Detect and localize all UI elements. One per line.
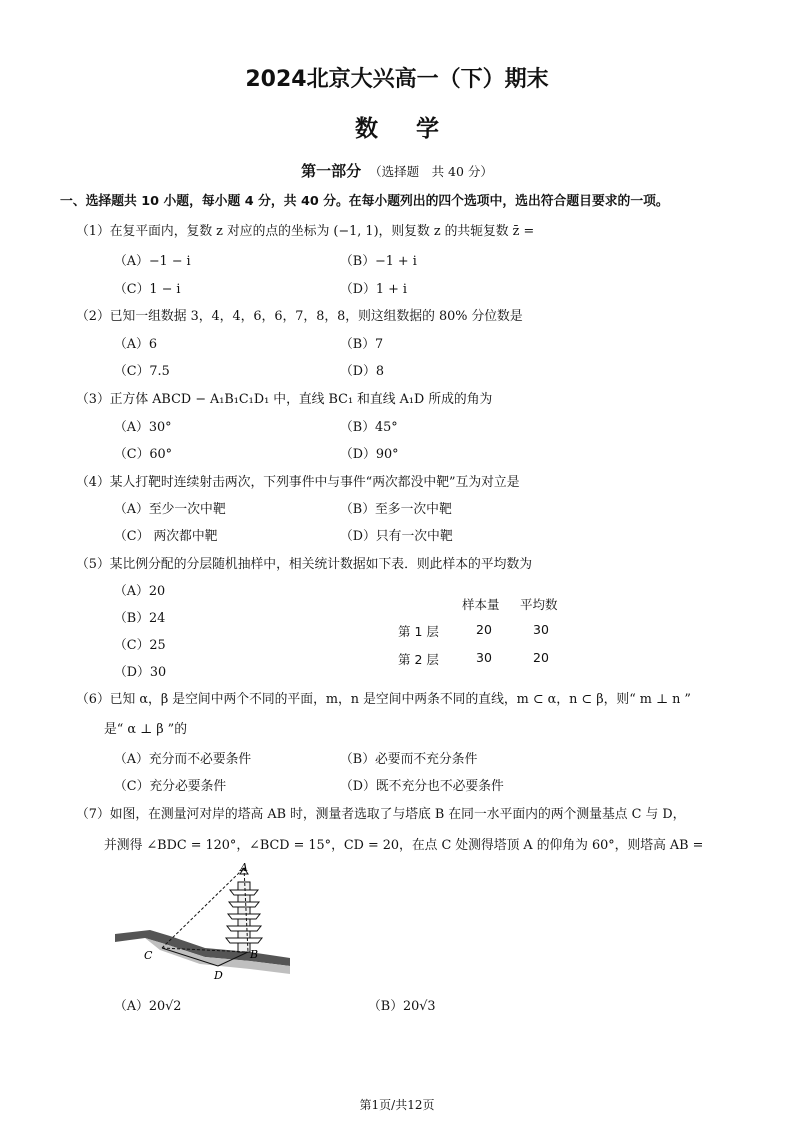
q5-option-c: （C）25 <box>114 638 166 653</box>
q5-option-a: （A）20 <box>114 584 166 599</box>
q1-option-a: （A）−1 − i <box>114 254 191 269</box>
q6-option-b: （B）必要而不充分条件 <box>340 752 478 767</box>
q3-option-c: （C）60° <box>114 447 173 462</box>
question-7-stem-continued: 并测得 ∠BDC = 120°，∠BCD = 15°，CD = 20，在点 C 处测得塔顶 A 的仰角为 60°，则塔高 AB = <box>104 838 704 853</box>
q3-option-b: （B）45° <box>340 420 398 435</box>
q4-option-a: （A）至少一次中靶 <box>114 502 226 517</box>
q5-option-b: （B）24 <box>114 611 166 626</box>
q1-option-d: （D）1 + i <box>340 282 407 297</box>
question-2-stem: （2）已知一组数据 3，4，4，6，6，7，8，8，则这组数据的 80% 分位数是 <box>76 309 523 324</box>
label-A: A <box>240 862 248 874</box>
q2-option-a: （A）6 <box>114 337 157 352</box>
part-heading <box>0 160 794 181</box>
table-header-sample-size: 样本量 <box>462 597 500 612</box>
q7-option-b: （B）20√3 <box>368 999 436 1014</box>
part-title: 第一部分 <box>301 162 362 180</box>
question-6-stem-continued: 是“ α ⊥ β ”的 <box>104 722 188 737</box>
q6-option-a: （A）充分而不必要条件 <box>114 752 252 767</box>
q3-option-d: （D）90° <box>340 447 399 462</box>
table-row-2-mean: 20 <box>533 650 549 665</box>
section-instructions: 一、选择题共 10 小题，每小题 4 分，共 40 分。在每小题列出的四个选项中，选出符合题目要求的一项。 <box>60 194 669 209</box>
table-row-1-size: 20 <box>476 622 492 637</box>
q1-option-b: （B）−1 + i <box>340 254 417 269</box>
q4-option-d: （D）只有一次中靶 <box>340 529 453 544</box>
q2-option-b: （B）7 <box>340 337 384 352</box>
subject-title: 数学 <box>355 116 477 142</box>
tower-measurement-figure <box>110 862 300 984</box>
part-note: （选择题 共 40 分） <box>369 164 493 179</box>
table-row-1-mean: 30 <box>533 622 549 637</box>
q4-option-b: （B）至多一次中靶 <box>340 502 452 517</box>
question-6-stem: （6）已知 α，β 是空间中两个不同的平面，m，n 是空间中两条不同的直线，m ⊂ α，n ⊂ β，则“ m ⊥ n ” <box>76 692 691 707</box>
q2-option-c: （C）7.5 <box>114 364 170 379</box>
table-header-mean: 平均数 <box>520 597 558 612</box>
question-4-stem: （4）某人打靶时连续射击两次，下列事件中与事件“两次都没中靶”互为对立是 <box>76 475 520 490</box>
table-row-2-size: 30 <box>476 650 492 665</box>
exam-title: 2024北京大兴高一（下）期末 <box>245 67 549 92</box>
table-row-1-label: 第 1 层 <box>398 624 439 639</box>
label-C: C <box>144 949 153 962</box>
q5-option-d: （D）30 <box>114 665 167 680</box>
label-D: D <box>214 969 223 982</box>
line-CA <box>162 868 244 948</box>
q7-option-a: （A）20√2 <box>114 999 182 1014</box>
question-3-stem: （3）正方体 ABCD − A₁B₁C₁D₁ 中，直线 BC₁ 和直线 A₁D 所成的角为 <box>76 392 493 407</box>
q1-option-c: （C）1 − i <box>114 282 181 297</box>
q6-option-c: （C）充分必要条件 <box>114 779 227 794</box>
question-7-stem: （7）如图，在测量河对岸的塔高 AB 时，测量者选取了与塔底 B 在同一水平面内的两个测量基点 C 与 D， <box>76 807 686 822</box>
page-footer: 第1页/共12页 <box>359 1098 435 1112</box>
question-1-stem: （1）在复平面内，复数 z 对应的点的坐标为 (−1, 1)，则复数 z 的共轭复数 z̄ = <box>76 224 535 239</box>
q4-option-c: （C） 两次都中靶 <box>114 529 218 544</box>
table-row-2-label: 第 2 层 <box>398 652 439 667</box>
question-5-stem: （5）某比例分配的分层随机抽样中，相关统计数据如下表．则此样本的平均数为 <box>76 557 533 572</box>
q6-option-d: （D）既不充分也不必要条件 <box>340 779 504 794</box>
q3-option-a: （A）30° <box>114 420 172 435</box>
q2-option-d: （D）8 <box>340 364 384 379</box>
label-B: B <box>250 948 259 961</box>
